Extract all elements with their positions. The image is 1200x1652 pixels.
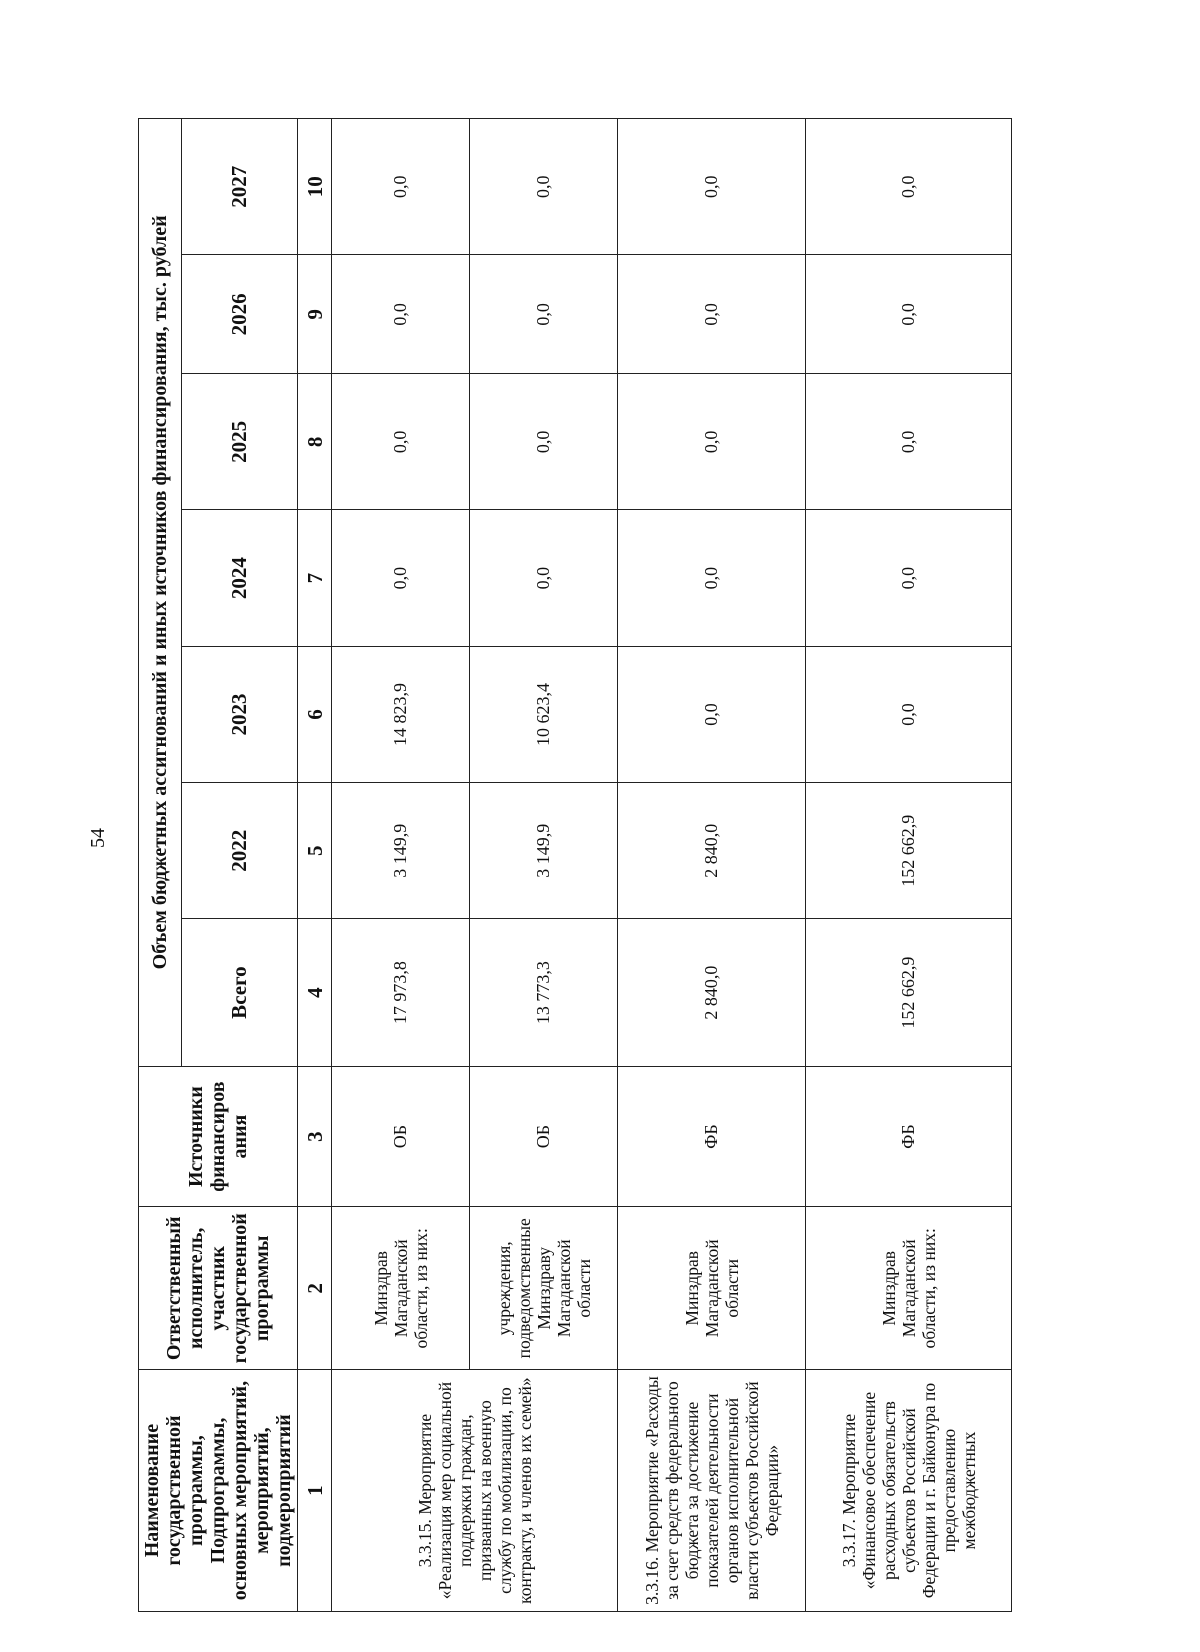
- row-value-2025: 0,0: [806, 374, 1012, 510]
- row-source: ОБ: [470, 1066, 618, 1207]
- row-value-2026: 0,0: [618, 255, 806, 374]
- column-number: 6: [298, 646, 332, 782]
- header-year-2027: 2027: [181, 119, 297, 255]
- row-value-2023: 0,0: [806, 646, 1012, 782]
- column-number: 8: [298, 374, 332, 510]
- row-value-2023: 14 823,9: [332, 646, 470, 782]
- row-value-2023: 10 623,4: [470, 646, 618, 782]
- row-value-2027: 0,0: [470, 119, 618, 255]
- column-number: 4: [298, 919, 332, 1066]
- row-value-2022: 152 662,9: [806, 783, 1012, 919]
- column-number: 5: [298, 783, 332, 919]
- header-sources: Источники финансиров ания: [139, 1066, 298, 1207]
- header-name: Наименование государственной программы, Подпрограммы, основных мероприятий, мероприятий, подмероприятий: [139, 1370, 298, 1612]
- header-volume: Объем бюджетных ассигнований и иных источников финансирования, тыс. рублей: [139, 119, 182, 1067]
- row-value-total: 152 662,9: [806, 919, 1012, 1066]
- row-responsible: учреждения, подведомственные Минздраву Магаданской области: [470, 1207, 618, 1370]
- header-responsible: Ответственный исполнитель, участник государственной программы: [139, 1207, 298, 1370]
- row-value-2025: 0,0: [470, 374, 618, 510]
- row-value-2024: 0,0: [332, 510, 470, 646]
- row-name-3-3-16: 3.3.16. Мероприятие «Расходы за счет средств федерального бюджета за достижение показателей деятельности органов исполнительной власти субъектов Российской Федерации»: [618, 1370, 806, 1612]
- row-value-total: 13 773,3: [470, 919, 618, 1066]
- column-number-row: [298, 119, 332, 1612]
- row-value-2024: 0,0: [618, 510, 806, 646]
- row-value-2025: 0,0: [332, 374, 470, 510]
- column-number: 2: [298, 1207, 332, 1370]
- table-row: [806, 119, 1012, 1612]
- row-value-2022: 3 149,9: [332, 783, 470, 919]
- column-number: 9: [298, 255, 332, 374]
- header-row-top: [139, 119, 182, 1612]
- row-value-2024: 0,0: [806, 510, 1012, 646]
- row-value-2022: 3 149,9: [470, 783, 618, 919]
- row-value-2024: 0,0: [470, 510, 618, 646]
- column-number: 7: [298, 510, 332, 646]
- row-value-2026: 0,0: [470, 255, 618, 374]
- row-value-2023: 0,0: [618, 646, 806, 782]
- column-number: 1: [298, 1370, 332, 1612]
- row-value-2022: 2 840,0: [618, 783, 806, 919]
- row-value-2027: 0,0: [332, 119, 470, 255]
- column-number: 10: [298, 119, 332, 255]
- header-year-total: Всего: [181, 919, 297, 1066]
- row-value-2027: 0,0: [618, 119, 806, 255]
- row-value-2027: 0,0: [806, 119, 1012, 255]
- row-name-3-3-17: 3.3.17. Мероприятие «Финансовое обеспечение расходных обязательств субъектов Российской Федерации и г. Байконура по предоставлению межбюджетных: [806, 1370, 1012, 1612]
- row-responsible: Минздрав Магаданской области, из них:: [806, 1207, 1012, 1370]
- row-source: ФБ: [806, 1066, 1012, 1207]
- row-name-3-3-15: 3.3.15. Мероприятие «Реализация мер социальной поддержки граждан, призванных на военную службу по мобилизации, по контракту, и членов их семей»: [332, 1370, 618, 1612]
- row-value-2026: 0,0: [332, 255, 470, 374]
- row-value-total: 17 973,8: [332, 919, 470, 1066]
- financing-table: [138, 118, 1012, 1612]
- header-year-2025: 2025: [181, 374, 297, 510]
- row-value-2025: 0,0: [618, 374, 806, 510]
- header-year-2023: 2023: [181, 646, 297, 782]
- row-value-total: 2 840,0: [618, 919, 806, 1066]
- table-row: [332, 119, 470, 1612]
- header-year-2026: 2026: [181, 255, 297, 374]
- financing-table-container: [138, 118, 1000, 1612]
- row-source: ФБ: [618, 1066, 806, 1207]
- row-value-2026: 0,0: [806, 255, 1012, 374]
- row-responsible: Минздрав Магаданской области, из них:: [332, 1207, 470, 1370]
- page-number: 54: [87, 828, 109, 848]
- column-number: 3: [298, 1066, 332, 1207]
- row-source: ОБ: [332, 1066, 470, 1207]
- header-year-2022: 2022: [181, 783, 297, 919]
- row-responsible: Минздрав Магаданской области: [618, 1207, 806, 1370]
- header-year-2024: 2024: [181, 510, 297, 646]
- table-row: [618, 119, 806, 1612]
